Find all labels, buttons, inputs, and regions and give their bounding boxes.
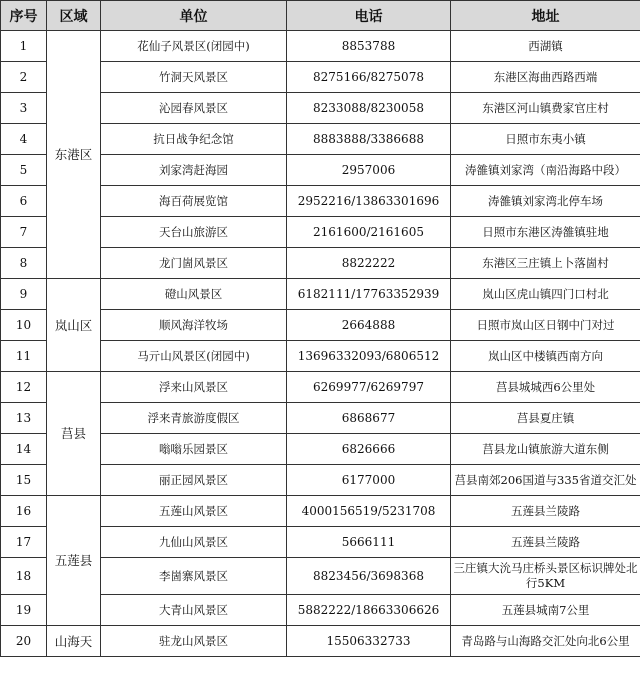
unit-cell: 沁园春风景区 [101,93,287,124]
phone-cell: 8823456/3698368 [287,558,451,595]
phone-cell: 6826666 [287,434,451,465]
table-row [1,372,640,403]
phone-cell: 8275166/8275078 [287,62,451,93]
unit-cell: 刘家湾赶海园 [101,155,287,186]
header-region: 区域 [47,1,101,31]
table-body [1,31,640,657]
phone-cell: 6269977/6269797 [287,372,451,403]
unit-cell: 大青山风景区 [101,595,287,626]
table-row [1,496,640,527]
phone-cell: 13696332093/6806512 [287,341,451,372]
address-cell: 东港区三庄镇上卜落崮村 [451,248,640,279]
unit-cell: 丽正园风景区 [101,465,287,496]
phone-cell: 2957006 [287,155,451,186]
unit-cell: 浮来青旅游度假区 [101,403,287,434]
address-cell: 日照市东港区涛雒镇驻地 [451,217,640,248]
row-index: 6 [1,186,47,217]
table-row [1,279,640,310]
phone-cell: 2952216/13863301696 [287,186,451,217]
header-address: 地址 [451,1,640,31]
table-row [1,31,640,62]
address-cell: 五莲县城南7公里 [451,595,640,626]
row-index: 1 [1,31,47,62]
phone-cell: 6868677 [287,403,451,434]
unit-cell: 浮来山风景区 [101,372,287,403]
address-cell: 五莲县兰陵路 [451,527,640,558]
region-cell-wulian: 五莲县 [47,496,101,626]
address-cell: 岚山区虎山镇四门口村北 [451,279,640,310]
unit-cell: 顺风海洋牧场 [101,310,287,341]
unit-cell: 海百荷展览馆 [101,186,287,217]
address-cell: 五莲县兰陵路 [451,496,640,527]
row-index: 4 [1,124,47,155]
address-cell: 西湖镇 [451,31,640,62]
header-unit: 单位 [101,1,287,31]
row-index: 5 [1,155,47,186]
address-cell: 莒县龙山镇旅游大道东侧 [451,434,640,465]
unit-cell: 抗日战争纪念馆 [101,124,287,155]
unit-cell: 花仙子风景区(闭园中) [101,31,287,62]
header-phone: 电话 [287,1,451,31]
row-index: 18 [1,558,47,595]
unit-cell: 九仙山风景区 [101,527,287,558]
phone-cell: 8233088/8230058 [287,93,451,124]
phone-cell: 5882222/18663306626 [287,595,451,626]
row-index: 8 [1,248,47,279]
phone-cell: 6177000 [287,465,451,496]
table-header [1,1,640,31]
region-cell-lanshan: 岚山区 [47,279,101,372]
row-index: 10 [1,310,47,341]
row-index: 14 [1,434,47,465]
address-cell: 莒县夏庄镇 [451,403,640,434]
phone-cell: 2161600/2161605 [287,217,451,248]
row-index: 12 [1,372,47,403]
phone-cell: 6182111/17763352939 [287,279,451,310]
unit-cell: 龙门崮风景区 [101,248,287,279]
row-index: 19 [1,595,47,626]
address-cell: 三庄镇大沇马庄桥头景区标识牌处北行5KM [451,558,640,595]
unit-cell: 马亓山风景区(闭园中) [101,341,287,372]
phone-cell: 2664888 [287,310,451,341]
address-cell: 涛雒镇刘家湾（南沿海路中段） [451,155,640,186]
row-index: 11 [1,341,47,372]
address-cell: 涛雒镇刘家湾北停车场 [451,186,640,217]
unit-cell: 五莲山风景区 [101,496,287,527]
phone-cell: 8822222 [287,248,451,279]
phone-cell: 4000156519/5231708 [287,496,451,527]
row-index: 16 [1,496,47,527]
row-index: 17 [1,527,47,558]
address-cell: 岚山区中楼镇西南方向 [451,341,640,372]
region-cell-shanhaitian: 山海天 [47,626,101,657]
phone-cell: 8883888/3386688 [287,124,451,155]
row-index: 13 [1,403,47,434]
header-index: 序号 [1,1,47,31]
row-index: 20 [1,626,47,657]
address-cell: 东港区河山镇费家官庄村 [451,93,640,124]
row-index: 9 [1,279,47,310]
unit-cell: 嗡嗡乐园景区 [101,434,287,465]
address-cell: 日照市岚山区日钢中门对过 [451,310,640,341]
address-cell: 青岛路与山海路交汇处向北6公里 [451,626,640,657]
region-cell-donggang: 东港区 [47,31,101,279]
region-cell-juxian: 莒县 [47,372,101,496]
unit-cell: 竹洞天风景区 [101,62,287,93]
unit-cell: 天台山旅游区 [101,217,287,248]
row-index: 15 [1,465,47,496]
address-cell: 日照市东夷小镇 [451,124,640,155]
phone-cell: 15506332733 [287,626,451,657]
unit-cell: 磴山风景区 [101,279,287,310]
row-index: 7 [1,217,47,248]
table-row [1,626,640,657]
address-cell: 莒县城城西6公里处 [451,372,640,403]
phone-cell: 8853788 [287,31,451,62]
header-row [1,1,640,31]
address-cell: 东港区海曲西路西端 [451,62,640,93]
unit-cell: 李崮寨风景区 [101,558,287,595]
row-index: 2 [1,62,47,93]
row-index: 3 [1,93,47,124]
unit-cell: 驻龙山风景区 [101,626,287,657]
address-cell: 莒县南郊206国道与335省道交汇处 [451,465,640,496]
phone-cell: 5666111 [287,527,451,558]
